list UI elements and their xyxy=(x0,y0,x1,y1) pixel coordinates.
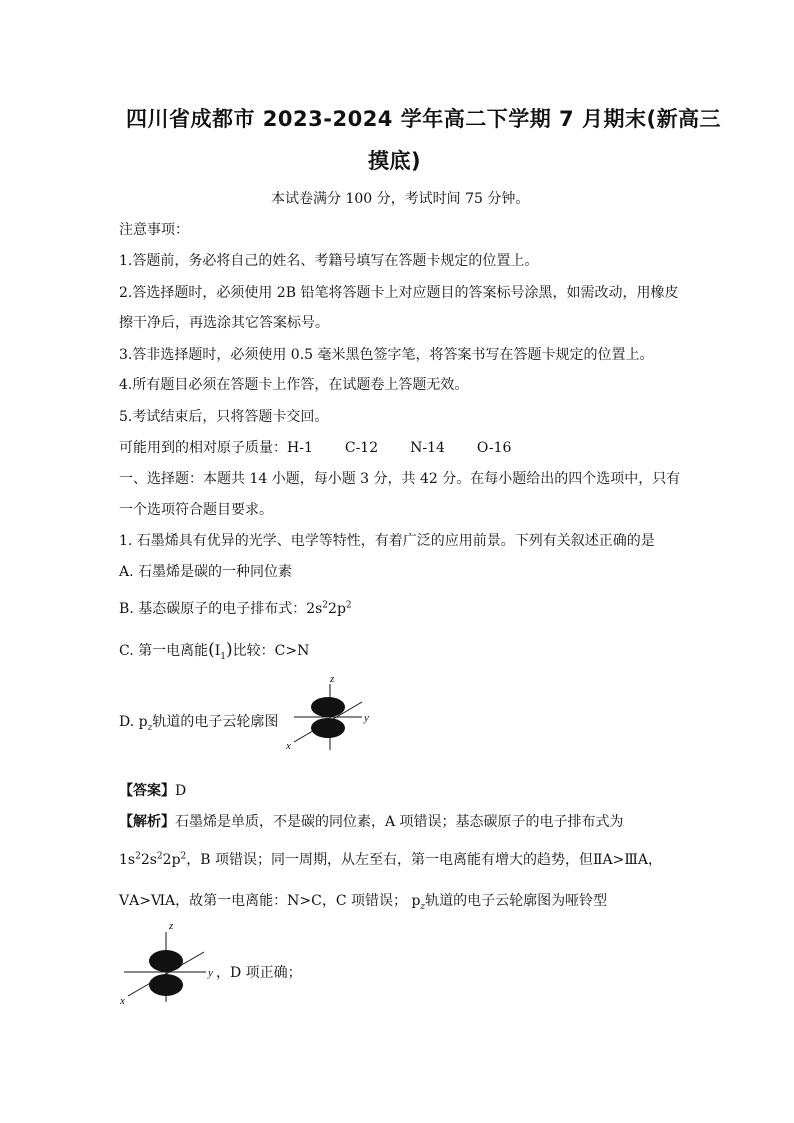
pz-orbital-diagram-analysis xyxy=(114,918,214,1006)
atomic-mass-o: O-16 xyxy=(476,440,512,456)
atomic-mass-c: C-12 xyxy=(344,440,379,456)
option-b-label: B. 基态碳原子的电子排布式： xyxy=(119,601,307,617)
note-item: 2.答选择题时，必须使用 2B 铅笔将答题卡上对应题目的答案标号涂黑，如需改动，用橡皮 xyxy=(119,285,679,301)
x-axis-label: x xyxy=(286,740,291,752)
answer-value: D xyxy=(175,783,187,799)
orbital-lobe-upper xyxy=(149,950,183,972)
analysis-conclusion: ，D 项正确； xyxy=(216,965,302,981)
note-item: 4.所有题目必须在答题卡上作答，在试题卷上答题无效。 xyxy=(119,377,469,393)
orbital-lobe-upper xyxy=(311,697,345,717)
note-item: 擦干净后，再选涂其它答案标号。 xyxy=(119,315,329,331)
note-item: 1.答题前，务必将自己的姓名、考籍号填写在答题卡规定的位置上。 xyxy=(119,253,539,269)
option-c-label: C. 第一电离能 xyxy=(119,643,209,659)
z-axis-label: z xyxy=(330,673,335,685)
note-item: 5.考试结束后，只将答题卡交回。 xyxy=(119,409,329,425)
atomic-mass-line xyxy=(119,437,511,457)
option-c-comparison: 比较：C>N xyxy=(232,643,310,659)
option-b xyxy=(119,598,352,618)
answer-line xyxy=(119,780,186,800)
option-b-formula: $2s^22p^2$ xyxy=(306,600,352,617)
pz-orbital-diagram xyxy=(280,672,380,754)
option-c-symbol: ( xyxy=(208,640,215,660)
orbital-lobe-lower xyxy=(311,718,345,738)
page-title-continued: 摸底) xyxy=(368,149,422,173)
analysis-line: $1s^22s^22p^2$，B 项错误；同一周期，从左至右，第一电离能有增大的趋势，但ⅡA>ⅢA， xyxy=(119,851,662,868)
z-axis-label: z xyxy=(169,920,174,932)
analysis-label: 【解析】 xyxy=(119,814,175,830)
orbital-lobe-lower xyxy=(149,974,183,996)
option-d: D. $p_z$轨道的电子云轮廓图 xyxy=(119,714,279,733)
notes-heading: 注意事项： xyxy=(119,222,189,238)
x-axis-label: x xyxy=(120,995,125,1006)
atomic-mass-label: 可能用到的相对原子质量： xyxy=(119,440,287,456)
atomic-mass-h: H-1 xyxy=(287,440,313,456)
analysis-line: 【解析】石墨烯是单质，不是碳的同位素，A 项错误；基态碳原子的电子排布式为 xyxy=(119,814,624,830)
page-title: 四川省成都市 2023-2024 学年高二下学期 7 月期末(新高三 xyxy=(126,107,722,131)
section-heading: 一、选择题：本题共 14 小题，每小题 3 分，共 42 分。在每小题给出的四个选项中，只有 xyxy=(119,471,681,487)
question-stem: 1. 石墨烯具有优异的光学、电学等特性，有着广泛的应用前景。下列有关叙述正确的是 xyxy=(119,533,655,549)
answer-label: 【答案】 xyxy=(119,783,175,799)
section-heading-continued: 一个选项符合题目要求。 xyxy=(119,502,273,518)
y-axis-label: y xyxy=(364,712,369,724)
atomic-mass-n: N-14 xyxy=(410,440,445,456)
option-c: C. 第一电离能$(I_1)$比较：C>N xyxy=(119,640,310,662)
analysis-line: ⅤA>ⅥA，故第一电离能：N>C，C 项错误； $p_z$轨道的电子云轮廓图为哑铃型 xyxy=(119,893,608,912)
note-item: 3.答非选择题时，必须使用 0.5 毫米黑色签字笔，将答案书写在答题卡规定的位置上。 xyxy=(119,347,654,363)
exam-subtitle: 本试卷满分 100 分，考试时间 75 分钟。 xyxy=(271,191,530,207)
y-axis-label: y xyxy=(208,967,213,979)
option-a: A. 石墨烯是碳的一种同位素 xyxy=(119,564,293,580)
electron-configuration: $1s^22s^22p^2$ xyxy=(119,851,187,868)
